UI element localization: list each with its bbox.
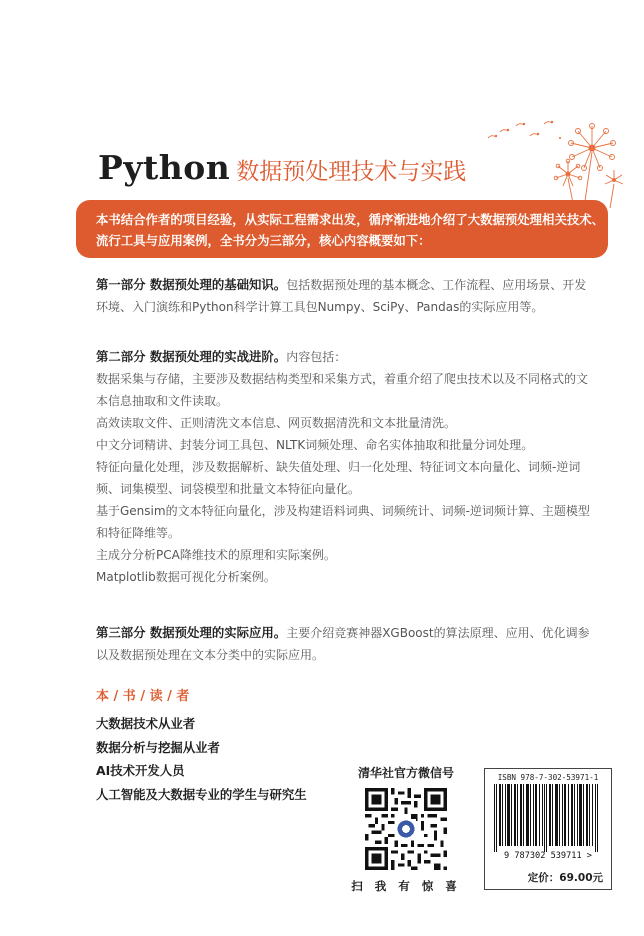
part-two-line: 主成分分析PCA降维技术的原理和实际案例。 bbox=[96, 548, 336, 562]
part-two-line: 数据采集与存储，主要涉及数据结构类型和采集方式，着重介绍了爬虫技术以及不同格式的文 bbox=[96, 372, 589, 386]
qr-code-icon[interactable] bbox=[365, 788, 447, 870]
part-two-line: 特征向量化处理，涉及数据解析、缺失值处理、归一化处理、特征词文本向量化、词频-逆词 bbox=[96, 460, 581, 474]
part-two-line: 本信息抽取和文件读取。 bbox=[96, 394, 229, 408]
part-one-text-2: 环境、入门演练和Python科学计算工具包Numpy、SciPy、Pandas的实际应用等。 bbox=[96, 300, 544, 314]
book-title bbox=[98, 148, 466, 198]
readers-list bbox=[96, 712, 307, 806]
reader-item: 数据分析与挖掘从业者 bbox=[96, 739, 220, 755]
intro-banner bbox=[76, 200, 608, 258]
price-label: 定价：69.00元 bbox=[527, 872, 603, 884]
target-readers bbox=[96, 686, 307, 806]
title-english: Python bbox=[98, 148, 231, 187]
part-two-heading: 第二部分 数据预处理的实战进阶。 bbox=[96, 349, 287, 364]
isbn-barcode bbox=[484, 768, 612, 890]
readers-title: 本 / 书 / 读 / 者 bbox=[96, 689, 190, 704]
reader-item: AI技术开发人员 bbox=[96, 763, 185, 778]
barcode-icon bbox=[492, 784, 604, 860]
part-one-heading: 第一部分 数据预处理的基础知识。 bbox=[96, 277, 287, 292]
part-three bbox=[96, 622, 590, 666]
part-two-line: 频、词集模型、词袋模型和批量文本特征向量化。 bbox=[96, 482, 361, 496]
intro-line-1: 本书结合作者的项目经验，从实际工程需求出发，循序渐进地介绍了大数据预处理相关技术、 bbox=[96, 212, 605, 227]
part-two-line: Matplotlib数据可视化分析案例。 bbox=[96, 570, 276, 584]
wechat-qr-block bbox=[350, 764, 462, 894]
part-two-heading-rest: 内容包括： bbox=[286, 350, 347, 364]
title-chinese: 数据预处理技术与实践 bbox=[236, 159, 467, 185]
part-three-text-2: 以及数据预处理在文本分类中的实际应用。 bbox=[96, 648, 325, 662]
part-two-line: 高效读取文件、正则清洗文本信息、网页数据清洗和文本批量清洗。 bbox=[96, 416, 457, 430]
part-two bbox=[96, 346, 590, 588]
part-two-line: 基于Gensim的文本特征向量化，涉及构建语料词典、词频统计、词频-逆词频计算、主题模型 bbox=[96, 504, 590, 518]
barcode-digits: 9 787302 539711 > bbox=[504, 851, 592, 860]
reader-item: 人工智能及大数据专业的学生与研究生 bbox=[96, 786, 307, 802]
reader-item: 大数据技术从业者 bbox=[96, 716, 196, 731]
part-one-text: 包括数据预处理的基本概念、工作流程、应用场景、开发 bbox=[286, 278, 587, 292]
part-two-line: 和特征降维等。 bbox=[96, 526, 181, 540]
part-one bbox=[96, 274, 586, 318]
isbn-text: ISBN 978-7-302-53971-1 bbox=[497, 773, 599, 782]
intro-line-2: 流行工具与应用案例，全书分为三部分，核心内容概要如下： bbox=[96, 233, 431, 248]
part-two-line: 中文分词精讲、封装分词工具包、NLTK词频处理、命名实体抽取和批量分词处理。 bbox=[96, 438, 534, 452]
part-three-heading: 第三部分 数据预处理的实际应用。 bbox=[96, 625, 287, 640]
part-three-text: 主要介绍竞赛神器XGBoost的算法原理、应用、优化调参 bbox=[286, 626, 590, 640]
qr-scan-text: 扫 我 有 惊 喜 bbox=[351, 879, 461, 893]
qr-title: 清华社官方微信号 bbox=[357, 766, 454, 780]
